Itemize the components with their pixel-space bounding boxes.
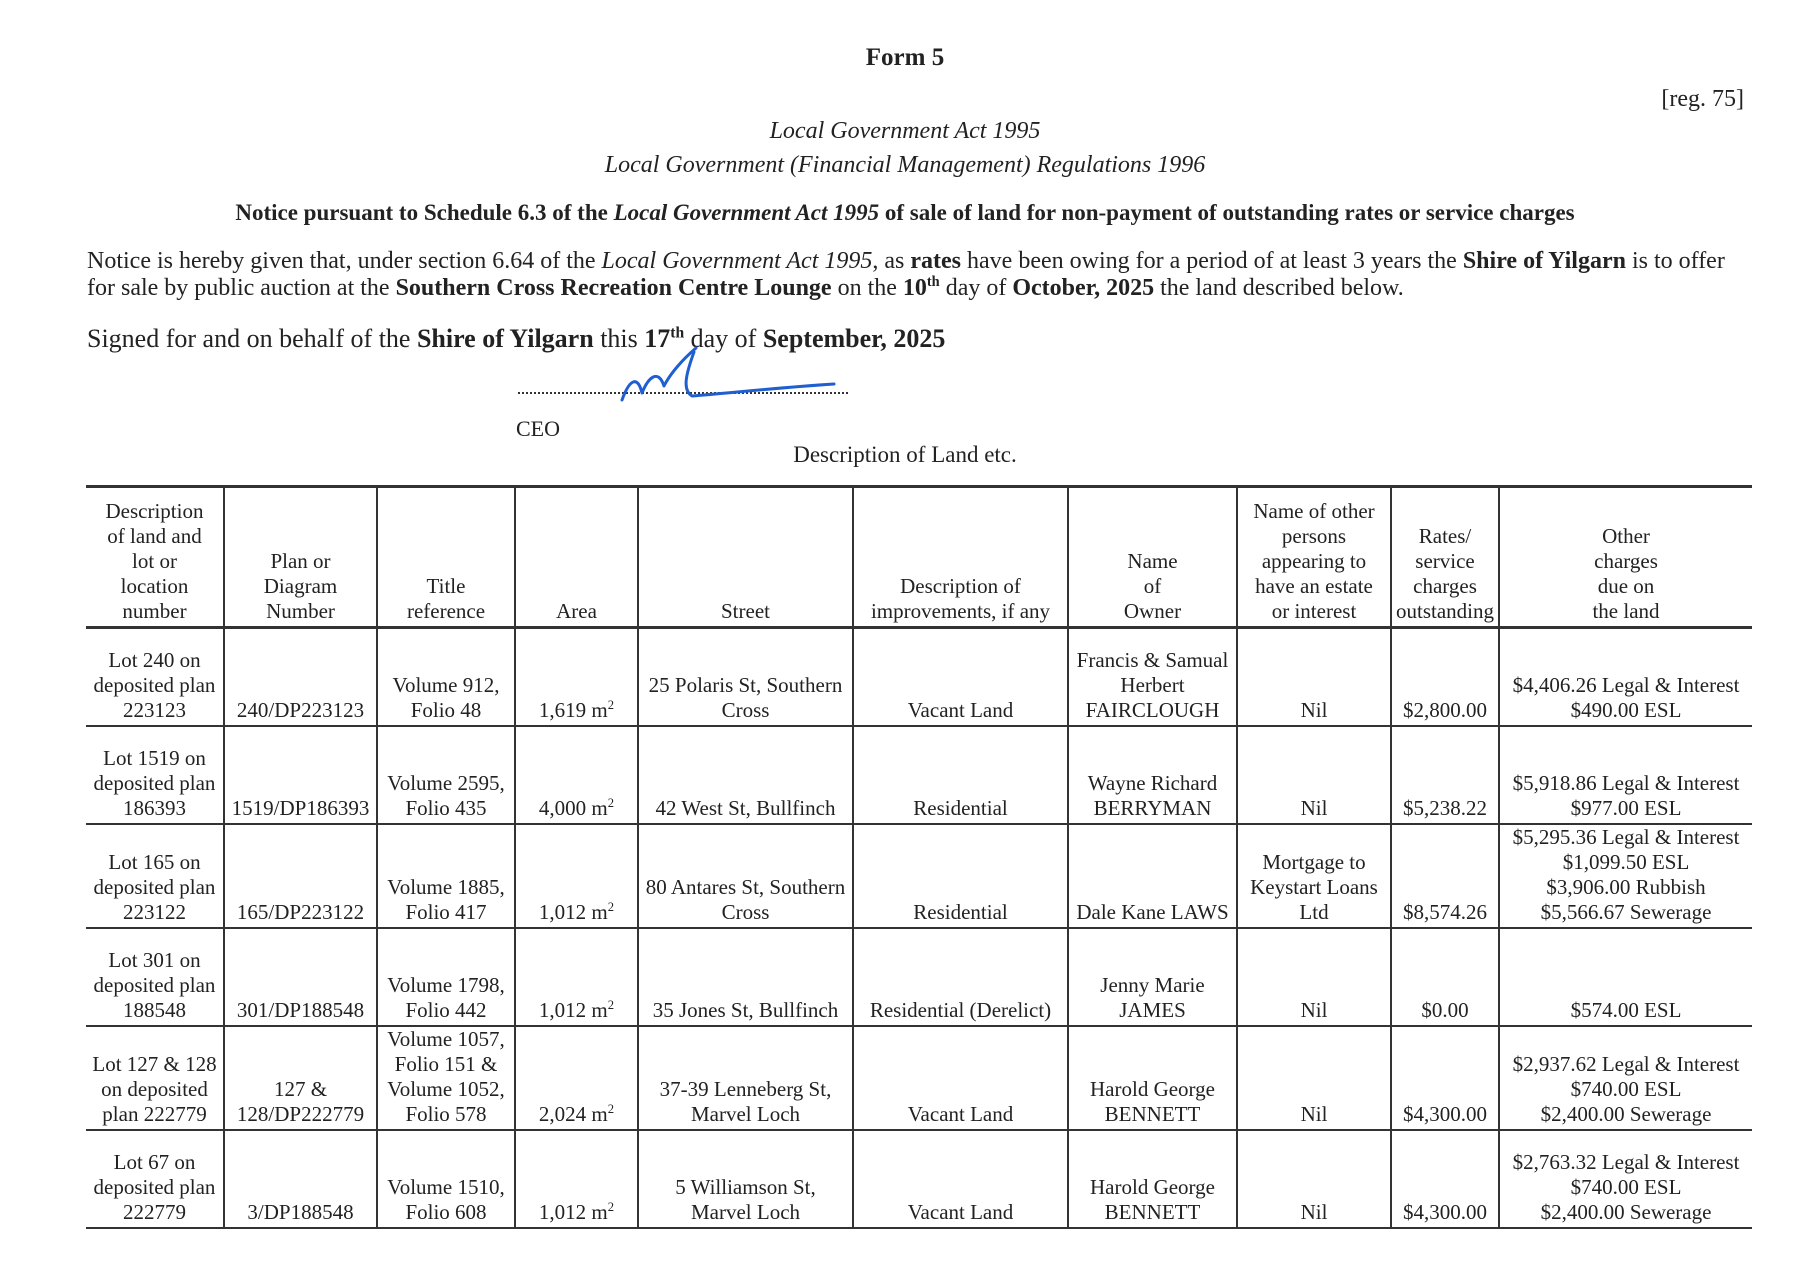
owner-name-cell: Jenny Marie JAMES <box>1068 928 1237 1026</box>
other-charges-cell: $5,295.36 Legal & Interest $1,099.50 ESL $3,906.00 Rubbish $5,566.67 Sewerage <box>1499 824 1752 928</box>
improvements-cell: Vacant Land <box>853 1026 1068 1130</box>
regulation-reference: [reg. 75] <box>1661 86 1744 112</box>
area-cell: 4,000 $m^2$ <box>515 726 638 824</box>
ceo-label: CEO <box>516 416 560 441</box>
signature-icon <box>612 338 862 418</box>
table-title: Description of Land etc. <box>793 442 1017 467</box>
plan-number-cell: 3/DP188548 <box>224 1130 377 1228</box>
col-street-header: Street <box>638 487 853 628</box>
other-charges-cell: $4,406.26 Legal & Interest $490.00 ESL <box>1499 628 1752 727</box>
improvements-cell: Residential <box>853 726 1068 824</box>
rates-outstanding-cell: $4,300.00 <box>1391 1130 1499 1228</box>
other-persons-cell: Nil <box>1237 1026 1391 1130</box>
street-cell: 5 Williamson St, Marvel Loch <box>638 1130 853 1228</box>
owner-name-cell: Harold George BENNETT <box>1068 1130 1237 1228</box>
street-cell: 35 Jones St, Bullfinch <box>638 928 853 1026</box>
col-title-reference-header: Title reference <box>377 487 515 628</box>
title-reference-cell: Volume 1510, Folio 608 <box>377 1130 515 1228</box>
lot-description-cell: Lot 240 on deposited plan 223123 <box>86 628 224 727</box>
col-owner-name-header: Name of Owner <box>1068 487 1237 628</box>
lot-description-cell: Lot 67 on deposited plan 222779 <box>86 1130 224 1228</box>
notice-heading: Notice pursuant to Schedule 6.3 of the Local Government Act 1995 of sale of land for non-payment of outstanding rates or service charges <box>235 200 1575 225</box>
plan-number-cell: 1519/DP186393 <box>224 726 377 824</box>
title-reference-cell: Volume 912, Folio 48 <box>377 628 515 727</box>
other-persons-cell: Mortgage to Keystart Loans Ltd <box>1237 824 1391 928</box>
other-charges-cell: $5,918.86 Legal & Interest $977.00 ESL <box>1499 726 1752 824</box>
rates-outstanding-cell: $4,300.00 <box>1391 1026 1499 1130</box>
plan-number-cell: 240/DP223123 <box>224 628 377 727</box>
other-persons-cell: Nil <box>1237 628 1391 727</box>
col-rates-outstanding-header: Rates/ service charges outstanding <box>1391 487 1499 628</box>
lot-description-cell: Lot 165 on deposited plan 223122 <box>86 824 224 928</box>
owner-name-cell: Dale Kane LAWS <box>1068 824 1237 928</box>
rates-outstanding-cell: $8,574.26 <box>1391 824 1499 928</box>
table-header-row <box>86 487 1752 628</box>
street-cell: 42 West St, Bullfinch <box>638 726 853 824</box>
area-cell: 1,012 $m^2$ <box>515 1130 638 1228</box>
area-cell: 1,619 $m^2$ <box>515 628 638 727</box>
table-row <box>86 928 1752 1026</box>
improvements-cell: Vacant Land <box>853 1130 1068 1228</box>
area-cell: 1,012 $m^2$ <box>515 824 638 928</box>
title-reference-cell: Volume 1057, Folio 151 & Volume 1052, Folio 578 <box>377 1026 515 1130</box>
improvements-cell: Vacant Land <box>853 628 1068 727</box>
other-persons-cell: Nil <box>1237 726 1391 824</box>
other-persons-cell: Nil <box>1237 1130 1391 1228</box>
col-other-charges-header: Other charges due on the land <box>1499 487 1752 628</box>
plan-number-cell: 301/DP188548 <box>224 928 377 1026</box>
table-row <box>86 1026 1752 1130</box>
land-table <box>86 485 1752 1229</box>
table-row <box>86 1130 1752 1228</box>
plan-number-cell: 165/DP223122 <box>224 824 377 928</box>
street-cell: 80 Antares St, Southern Cross <box>638 824 853 928</box>
table-row <box>86 628 1752 727</box>
owner-name-cell: Francis & Samual Herbert FAIRCLOUGH <box>1068 628 1237 727</box>
area-cell: 1,012 $m^2$ <box>515 928 638 1026</box>
street-cell: 37-39 Lenneberg St, Marvel Loch <box>638 1026 853 1130</box>
table-row <box>86 726 1752 824</box>
title-reference-cell: Volume 1885, Folio 417 <box>377 824 515 928</box>
improvements-cell: Residential (Derelict) <box>853 928 1068 1026</box>
col-lot-description-header: Description of land and lot or location number <box>86 487 224 628</box>
table-row <box>86 824 1752 928</box>
lot-description-cell: Lot 127 & 128 on deposited plan 222779 <box>86 1026 224 1130</box>
owner-name-cell: Wayne Richard BERRYMAN <box>1068 726 1237 824</box>
lot-description-cell: Lot 301 on deposited plan 188548 <box>86 928 224 1026</box>
col-other-persons-header: Name of other persons appearing to have an estate or interest <box>1237 487 1391 628</box>
notice-paragraph: Notice is hereby given that, under section 6.64 of the Local Government Act 1995, as rates have been owing for a period of at least 3 years the Shire of Yilgarn is to offer for sale by public auction at the Southern Cross Recreation Centre Lounge on the 10th day of October, 2025 the land described below. <box>87 248 1725 301</box>
rates-outstanding-cell: $2,800.00 <box>1391 628 1499 727</box>
col-area-header: Area <box>515 487 638 628</box>
title-reference-cell: Volume 1798, Folio 442 <box>377 928 515 1026</box>
rates-outstanding-cell: $0.00 <box>1391 928 1499 1026</box>
other-charges-cell: $2,763.32 Legal & Interest $740.00 ESL $2,400.00 Sewerage <box>1499 1130 1752 1228</box>
street-cell: 25 Polaris St, Southern Cross <box>638 628 853 727</box>
form-title: Form 5 <box>865 44 945 71</box>
other-charges-cell: $574.00 ESL <box>1499 928 1752 1026</box>
rates-outstanding-cell: $5,238.22 <box>1391 726 1499 824</box>
act-title: Local Government Act 1995 <box>769 118 1041 144</box>
other-charges-cell: $2,937.62 Legal & Interest $740.00 ESL $2,400.00 Sewerage <box>1499 1026 1752 1130</box>
plan-number-cell: 127 & 128/DP222779 <box>224 1026 377 1130</box>
signed-statement: Signed for and on behalf of the Shire of Yilgarn this 17th day of September, 2025 <box>87 324 946 353</box>
col-improvements-header: Description of improvements, if any <box>853 487 1068 628</box>
col-plan-number-header: Plan or Diagram Number <box>224 487 377 628</box>
area-cell: 2,024 $m^2$ <box>515 1026 638 1130</box>
title-reference-cell: Volume 2595, Folio 435 <box>377 726 515 824</box>
other-persons-cell: Nil <box>1237 928 1391 1026</box>
lot-description-cell: Lot 1519 on deposited plan 186393 <box>86 726 224 824</box>
regulations-title: Local Government (Financial Management) Regulations 1996 <box>604 152 1206 178</box>
improvements-cell: Residential <box>853 824 1068 928</box>
owner-name-cell: Harold George BENNETT <box>1068 1026 1237 1130</box>
